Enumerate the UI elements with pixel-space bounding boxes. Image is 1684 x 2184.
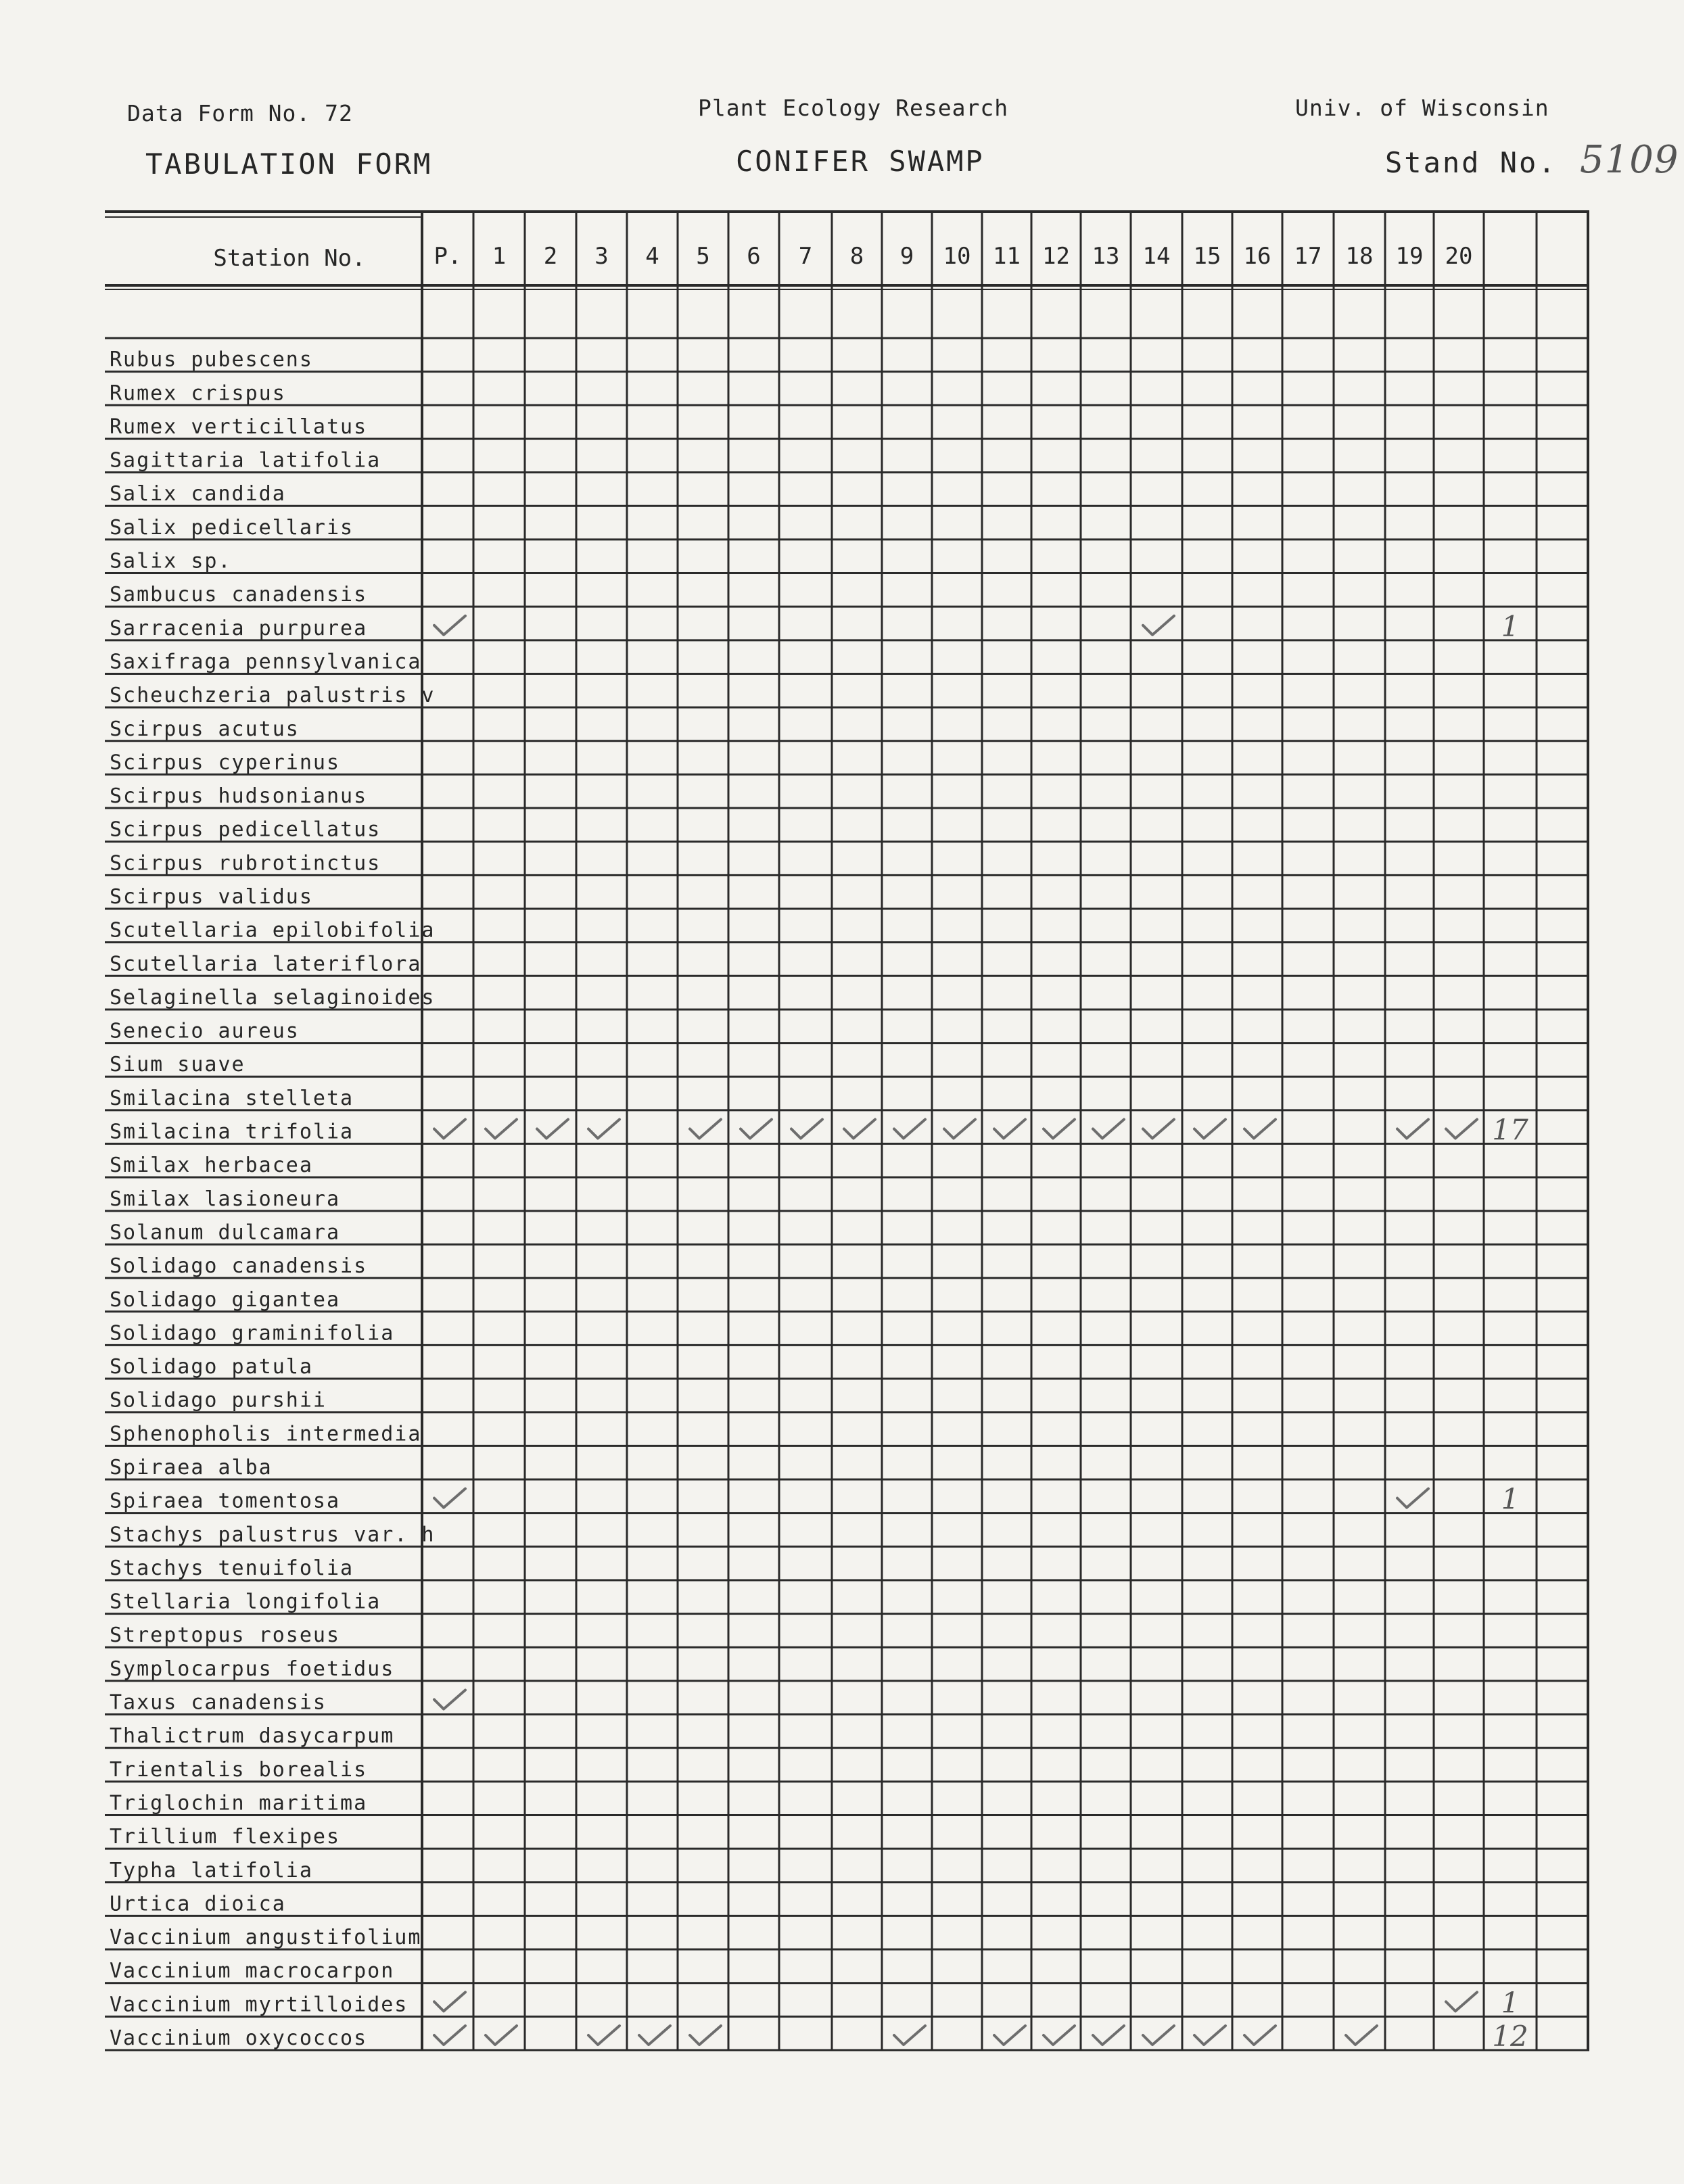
check-mark [690, 2026, 721, 2045]
species-name: Urtica dioica [110, 1892, 286, 1916]
species-name: Scirpus pedicellatus [110, 817, 381, 842]
column-header: 20 [1445, 243, 1473, 270]
check-mark [434, 1120, 465, 1139]
species-name: Solanum dulcamara [110, 1220, 341, 1245]
check-mark [1143, 2026, 1174, 2045]
species-name: Stellaria longifolia [110, 1590, 381, 1614]
check-mark [434, 1690, 465, 1709]
species-name: Trillium flexipes [110, 1825, 341, 1849]
column-header: 11 [993, 243, 1021, 270]
tally-count: 1 [1501, 609, 1520, 643]
column-header: 8 [849, 243, 864, 270]
tally-count: 1 [1501, 1482, 1520, 1516]
species-name: Salix pedicellaris [110, 515, 354, 540]
check-mark [486, 2026, 517, 2045]
check-mark [639, 2026, 670, 2045]
organization-name: Plant Ecology Research [698, 95, 1009, 121]
column-header: 7 [798, 243, 813, 270]
tally-count: 17 [1492, 1113, 1528, 1147]
species-name: Rumex crispus [110, 381, 286, 406]
species-name: Scirpus cyperinus [110, 751, 341, 775]
column-header: 14 [1142, 243, 1171, 270]
species-name: Smilacina trifolia [110, 1120, 354, 1144]
species-name: Smilacina stelleta [110, 1086, 354, 1110]
check-mark [1397, 1489, 1428, 1508]
species-name: Thalictrum dasycarpum [110, 1724, 395, 1749]
species-name: Solidago purshii [110, 1388, 327, 1413]
column-header: 2 [543, 243, 558, 270]
column-header: 19 [1395, 243, 1424, 270]
check-mark [1044, 2026, 1075, 2045]
species-name: Streptopus roseus [110, 1623, 341, 1648]
check-mark [1143, 1120, 1174, 1139]
check-mark [1446, 1992, 1477, 2011]
check-mark [1093, 2026, 1124, 2045]
species-name: Vaccinium oxycoccos [110, 2026, 368, 2050]
species-name: Scirpus rubrotinctus [110, 851, 381, 876]
species-name: Scheuchzeria palustris v [110, 684, 436, 708]
column-header: P. [434, 243, 462, 270]
species-name: Salix sp. [110, 549, 232, 573]
form-number: Data Form No. 72 [127, 100, 353, 126]
species-name: Triglochin maritima [110, 1791, 368, 1815]
check-mark [434, 616, 465, 635]
check-mark [894, 1120, 925, 1139]
species-name: Sambucus canadensis [110, 583, 368, 607]
species-name: Senecio aureus [110, 1019, 300, 1043]
species-name: Vaccinium angustifolium [110, 1926, 422, 1950]
check-mark [1446, 1120, 1477, 1139]
check-mark [690, 1120, 721, 1139]
university-name: Univ. of Wisconsin [1295, 95, 1549, 121]
check-mark [994, 2026, 1025, 2045]
species-name: Trientalis borealis [110, 1757, 368, 1782]
column-header: 16 [1243, 243, 1271, 270]
species-name: Rumex verticillatus [110, 414, 368, 439]
check-mark [537, 1120, 568, 1139]
column-header: 1 [492, 243, 507, 270]
check-mark [1143, 616, 1174, 635]
species-name: Solidago gigantea [110, 1287, 341, 1312]
species-name: Symplocarpus foetidus [110, 1657, 395, 1681]
check-mark [894, 2026, 925, 2045]
check-mark [588, 2026, 619, 2045]
check-mark [844, 1120, 875, 1139]
check-mark [434, 1992, 465, 2011]
species-name: Salix candida [110, 482, 286, 506]
tally-count: 1 [1501, 1986, 1520, 2020]
stand-label: Stand No. [1385, 146, 1558, 179]
check-mark [434, 2026, 465, 2045]
column-header: 10 [943, 243, 971, 270]
column-header: 4 [645, 243, 659, 270]
species-name: Scutellaria epilobifolia [110, 918, 436, 943]
check-mark [588, 1120, 619, 1139]
check-mark [1093, 1120, 1124, 1139]
column-header: 9 [899, 243, 914, 270]
column-header: 6 [747, 243, 761, 270]
check-mark [944, 1120, 975, 1139]
species-name: Selaginella selaginoides [110, 985, 436, 1010]
species-name: Solidago canadensis [110, 1254, 368, 1279]
species-name: Solidago patula [110, 1355, 313, 1379]
check-mark [1244, 1120, 1276, 1139]
check-mark [486, 1120, 517, 1139]
species-name: Spiraea alba [110, 1456, 273, 1479]
species-name: Rubus pubescens [110, 348, 313, 372]
column-header: 18 [1345, 243, 1374, 270]
check-mark [791, 1120, 822, 1139]
species-name: Smilax lasioneura [110, 1187, 341, 1211]
species-name: Sagittaria latifolia [110, 448, 381, 473]
species-name: Vaccinium macrocarpon [110, 1959, 395, 1983]
species-name: Scutellaria lateriflora [110, 952, 422, 976]
check-mark [1244, 2026, 1276, 2045]
column-header: 13 [1092, 243, 1120, 270]
species-name: Saxifraga pennsylvanica [110, 650, 422, 674]
column-header: 15 [1193, 243, 1221, 270]
column-header: 12 [1042, 243, 1070, 270]
species-name: Sphenopholis intermedia [110, 1422, 422, 1446]
species-name: Stachys palustrus var. h [110, 1523, 436, 1547]
column-header: 17 [1294, 243, 1322, 270]
community-type: CONIFER SWAMP [736, 145, 985, 178]
species-name: Spiraea tomentosa [110, 1489, 341, 1513]
check-mark [994, 1120, 1025, 1139]
check-mark [1346, 2026, 1377, 2045]
species-name: Scirpus acutus [110, 717, 300, 741]
species-name: Taxus canadensis [110, 1690, 327, 1715]
species-name: Vaccinium myrtilloides [110, 1993, 408, 2017]
species-name: Smilax herbacea [110, 1154, 313, 1178]
species-name: Stachys tenuifolia [110, 1556, 354, 1580]
species-name: Typha latifolia [110, 1858, 313, 1882]
species-name: Sium suave [110, 1053, 245, 1077]
check-mark [741, 1120, 772, 1139]
column-header: 5 [696, 243, 710, 270]
column-header: 3 [594, 243, 609, 270]
species-name: Solidago graminifolia [110, 1321, 395, 1346]
tally-count: 12 [1492, 2020, 1528, 2053]
check-mark [434, 1489, 465, 1508]
form-title: TABULATION FORM [145, 147, 433, 181]
check-mark [1194, 2026, 1225, 2045]
species-name: Scirpus validus [110, 885, 313, 909]
stand-number: 5109 [1580, 138, 1679, 182]
check-mark [1194, 1120, 1225, 1139]
check-mark [1044, 1120, 1075, 1139]
check-mark [1397, 1120, 1428, 1139]
station-header: Station No. [213, 245, 366, 272]
species-name: Sarracenia purpurea [110, 616, 368, 640]
species-name: Scirpus hudsonianus [110, 784, 368, 809]
